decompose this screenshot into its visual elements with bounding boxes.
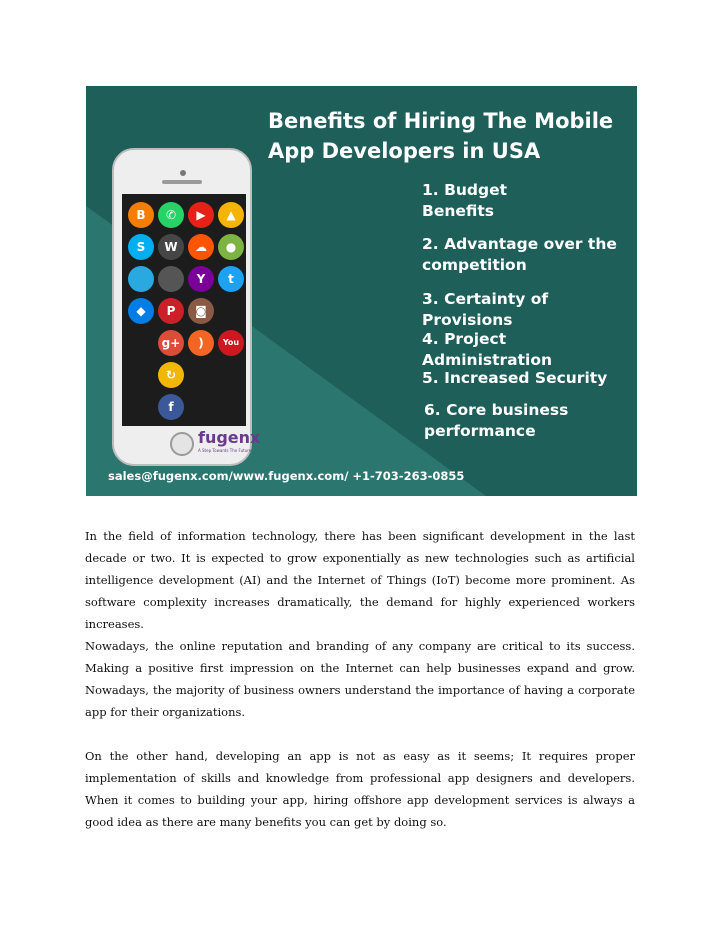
paragraph-1: In the field of information technology, there has been significant development in the last decade or two. It is expected to grow exponentially as new technologies such as artificial intelligence development (AI) and the Internet of Things (IoT) become more prominent. As software complexity increases dramatically, the demand for highly experienced workers increases. [85,529,635,631]
google-drive-icon: ▲ [218,202,244,228]
phone-home-button [170,432,194,456]
fugenx-logo-tagline: A Step Towards The Future [198,448,252,453]
benefit-1: 1. Budget Benefits [422,181,508,220]
apple-icon [158,266,184,292]
hero-banner [86,86,637,496]
youtube-logo-icon: You [218,330,244,356]
soundcloud-icon: ☁ [188,234,214,260]
youtube-icon: ▶ [188,202,214,228]
facebook-icon: f [158,394,184,420]
phone-illustration [112,148,252,466]
skype-icon: S [128,234,154,260]
rss-icon: ) [188,330,214,356]
fugenx-logo: fugenx [198,428,261,447]
twitter-icon: t [218,266,244,292]
benefit-4: 4. Project Administration [422,330,553,369]
paragraph-3: On the other hand, developing an app is not as easy as it seems; It requires proper implementation of skills and knowledge from professional app designers and developers. When it comes to building your app, hiring offshore app development services is always a good idea as there are many benefits you can get by doing so. [85,749,635,829]
wordpress-icon: W [158,234,184,260]
banner-title: Benefits of Hiring The Mobile App Developers in USA [268,109,614,163]
instagram-icon: ◙ [188,298,214,324]
refresh-icon: ↻ [158,362,184,388]
phone-camera [180,170,186,176]
dropbox-icon: ◆ [128,298,154,324]
phone-screen [122,194,246,426]
contact-line: sales@fugenx.com/www.fugenx.com/ +1-703-263-0855 [108,469,465,483]
paragraph-2: Nowadays, the online reputation and branding of any company are critical to its success. Making a positive first impression on the Internet can help businesses expand and grow. Nowadays, the majority of business owners understand the importance of having a corporate app for their organizations. [85,639,635,719]
yahoo-icon: Y [188,266,214,292]
google-plus-icon: g+ [158,330,184,356]
phone-speaker [162,180,202,184]
pinterest-icon: P [158,298,184,324]
android-icon: ● [218,234,244,260]
whatsapp-icon: ✆ [158,202,184,228]
blogger-icon: B [128,202,154,228]
benefit-6: 6. Core business performance [424,401,569,440]
blank-blue-icon [128,266,154,292]
benefit-3: 3. Certainty of Provisions [422,290,549,329]
benefit-5: 5. Increased Security [422,369,608,387]
benefit-2: 2. Advantage over the competition [422,235,617,274]
